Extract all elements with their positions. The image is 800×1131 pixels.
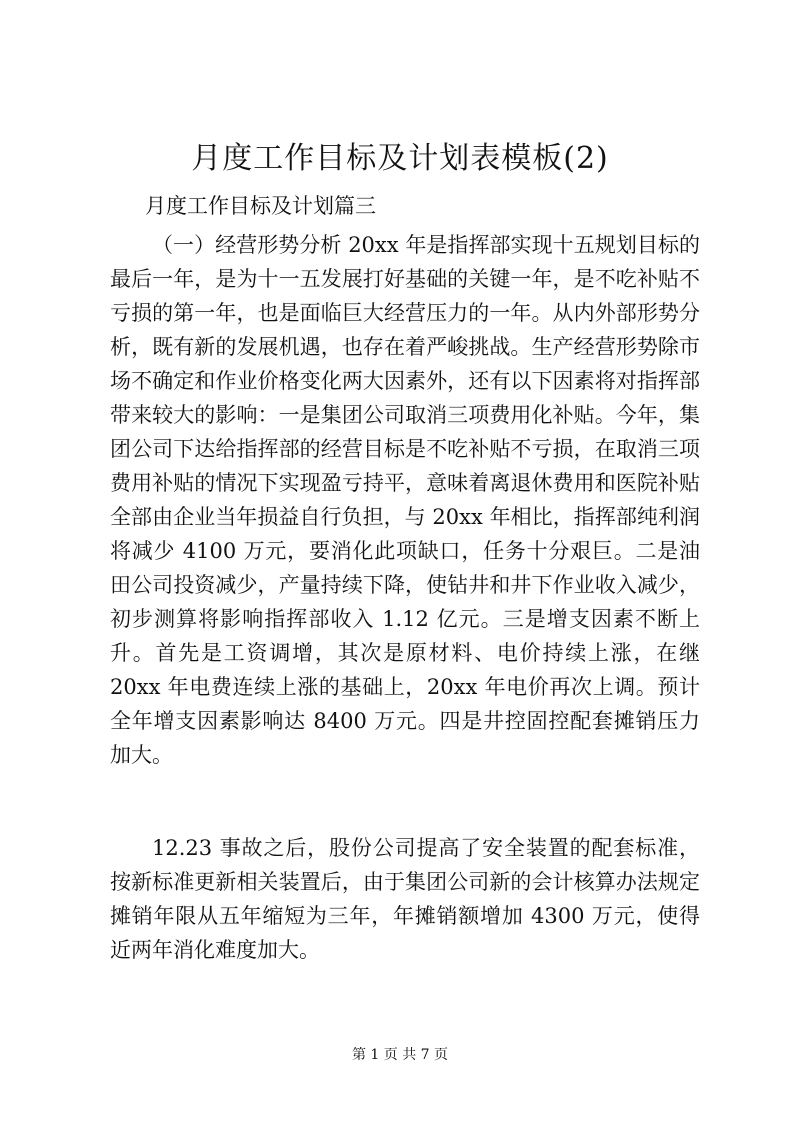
section-subtitle: 月度工作目标及计划篇三 [145,194,376,218]
page-title: 月度工作目标及计划表模板(2) [191,141,609,176]
page-footer: 第 1 页 共 7 页 [351,1047,449,1063]
body-paragraph-1: （一）经营形势分析 20xx 年是指挥部实现十五规划目标的最后一年，是为十一五发展打好基础的关键一年，是不吃补贴不亏损的第一年，也是面临巨大经营压力的一年。从内外部形势分析，既有新的发展机遇，也存在着严峻挑战。生产经营形势除市场不确定和作业价格变化两大因素外，还有以下因素将对指挥部带来较大的影响：一是集团公司取消三项费用化补贴。今年，集团公司下达给指挥部的经营目标是不吃补贴不亏损，在取消三项费用补贴的情况下实现盈亏持平，意味着离退休费用和医院补贴全部由企业当年损益自行负担，与 20xx 年相比，指挥部纯利润将减少 4100 万元，要消化此项缺口，任务十分艰巨。二是油田公司投资减少，产量持续下降，使钻井和井下作业收入减少，初步测算将影响指挥部收入 1.12 亿元。三是增支因素不断上升。首先是工资调增，其次是原材料、电价持续上涨，在继 20xx 年电费连续上涨的基础上，20xx 年电价再次上调。预计全年增支因素影响达 8400 万元。四是井控固控配套摊销压力加大。 [110,233,700,767]
body-paragraph-2: 12.23 事故之后，股份公司提高了安全装置的配套标准，按新标准更新相关装置后，由于集团公司新的会计核算办法规定摊销年限从五年缩短为三年，年摊销额增加 4300 万元，使得近两年消化难度加大。 [110,836,700,962]
